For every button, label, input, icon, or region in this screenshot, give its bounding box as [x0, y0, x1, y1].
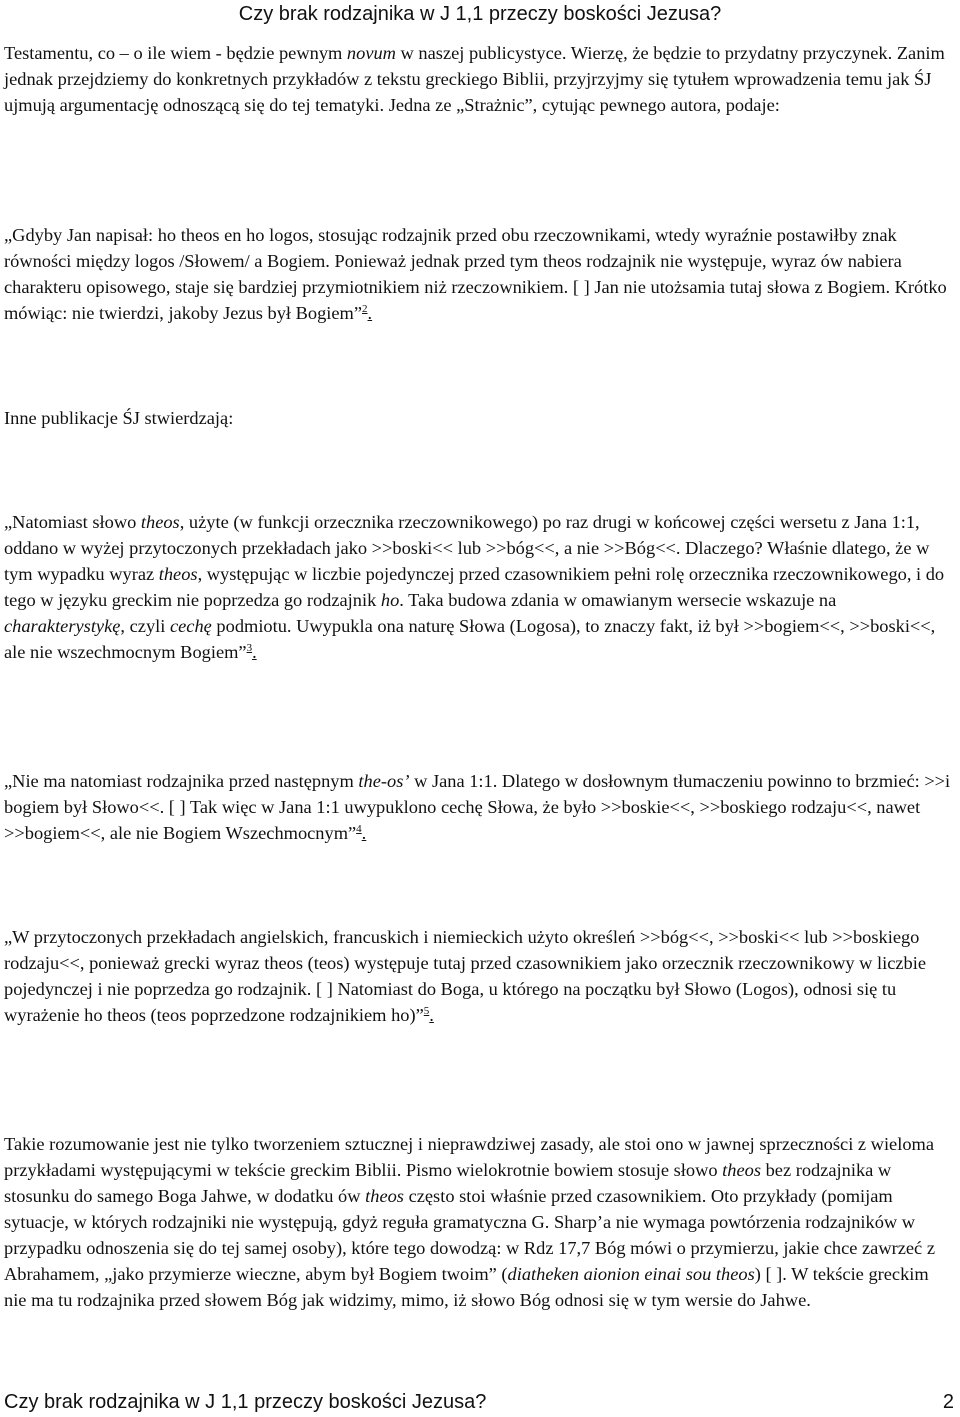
paragraph-other-publications: Inne publikacje ŚJ stwierdzają:: [4, 408, 234, 428]
quote-translations: „W przytoczonych przekładach angielskich, francuskich i niemieckich użyto określeń >>bóg<<, >>boski<< lub >>boskiego rodzaju<<, ponieważ grecki wyraz theos (teos) występuje tutaj przed czasownikiem jako orzecznik rzeczownikowy w liczbie pojedynczej i nie poprzedza go rodzajnik. [ ] Natomiast do Boga, u którego na początku był Słowo (Logos), odnosi się tu wyrażenie ho theos (teos poprzedzone rodzajnikiem ho)”$^5$.: [4, 927, 927, 1025]
quote-theos: „Natomiast słowo theos, użyte (w funkcji orzecznika rzeczownikowego) po raz drugi w końcowej części wersetu z Jana 1:1, oddano w wyżej przytoczonych przekładach jako >>boski<< lub >>bóg<<, a nie >>Bóg<<. Dlaczego? Właśnie dlatego, że w tym wypadku wyraz theos, występując w liczbie pojedynczej przed czasownikiem pełni rolę orzecznika rzeczownikowego, i do tego w języku greckim nie poprzedza go rodzajnik ho. Taka budowa zdania w omawianym wersecie wskazuje na charakterystykę, czyli cechę podmiotu. Uwypukla ona naturę Słowa (Logosa), to znaczy fakt, iż był >>bogiem<<, >>boski<<, ale nie wszechmocnym Bogiem”$^3$.: [4, 512, 945, 662]
running-footer-title: Czy brak rodzajnika w J 1,1 przeczy boskości Jezusa?: [4, 1391, 487, 1413]
running-header: Czy brak rodzajnika w J 1,1 przeczy boskości Jezusa?: [238, 3, 722, 25]
footnote-ref-4[interactable]: 4: [356, 823, 362, 835]
page-number: 2: [942, 1391, 954, 1413]
quote-watchtower: „Gdyby Jan napisał: ho theos en ho logos, stosując rodzajnik przed obu rzeczownikami, wtedy wyraźnie postawiłby znak równości między logos /Słowem/ a Bogiem. Ponieważ jednak przed tym theos rodzajnik nie występuje, wyraz ów nabiera charakteru opisowego, staje się bardziej przymiotnikiem niż rzeczownikiem. [ ] Jan nie utożsamia tutaj słowa z Bogiem. Krótko mówiąc: nie twierdzi, jakoby Jezus był Bogiem”$^2$.: [4, 225, 947, 323]
paragraph-argument: Takie rozumowanie jest nie tylko tworzeniem sztucznej i nieprawdziwej zasady, ale stoi ono w jawnej sprzeczności z wieloma przykładami występującymi w tekście greckim Biblii. Pismo wielokrotnie bowiem stosuje słowo theos bez rodzajnika w stosunku do samego Boga Jahwe, w dodatku ów theos często stoi właśnie przed czasownikiem. Oto przykłady (pomijam sytuacje, w których rodzajniki nie występują, gdyż reguła gramatyczna G. Sharp’a nie wymaga powtórzenia rodzajników w przypadku odnoszenia się do tej samej osoby), które tego dowodzą: w Rdz 17,7 Bóg mówi o przymierzu, jakie chce zawrzeć z Abrahamem, „jako przymierze wieczne, abym był Bogiem twoim” (diatheken aionion einai sou theos) [ ]. W tekście greckim nie ma tu rodzajnika przed słowem Bóg jak widzimy, mimo, iż słowo Bóg odnosi się w tym wersie do Jahwe.: [4, 1134, 935, 1310]
quote-the-os: „Nie ma natomiast rodzajnika przed następnym the-os’ w Jana 1:1. Dlatego w dosłownym tłumaczeniu powinno to brzmieć: >>i bogiem był Słowo<<. [ ] Tak więc w Jana 1:1 uwypuklono cechę Słowa, że było >>boskie<<, >>boskiego rodzaju<<, nawet >>bogiem<<, ale nie Bogiem Wszechmocnym”$^4$.: [4, 771, 951, 843]
footnote-ref-5[interactable]: 5: [423, 1005, 430, 1017]
paragraph-intro: Testamentu, co – o ile wiem - będzie pewnym novum w naszej publicystyce. Wierzę, że będzie to przydatny przyczynek. Zanim jednak przejdziemy do konkretnych przykładów z tekstu greckiego Biblii, przyjrzyjmy się tytułem wprowadzenia temu jak ŚJ ujmują argumentację odnoszącą się do tej tematyki. Jedna ze „Strażnic”, cytując pewnego autora, podaje:: [4, 43, 945, 115]
footnote-ref-2[interactable]: 2: [362, 303, 368, 315]
footnote-ref-3[interactable]: 3: [246, 642, 253, 654]
